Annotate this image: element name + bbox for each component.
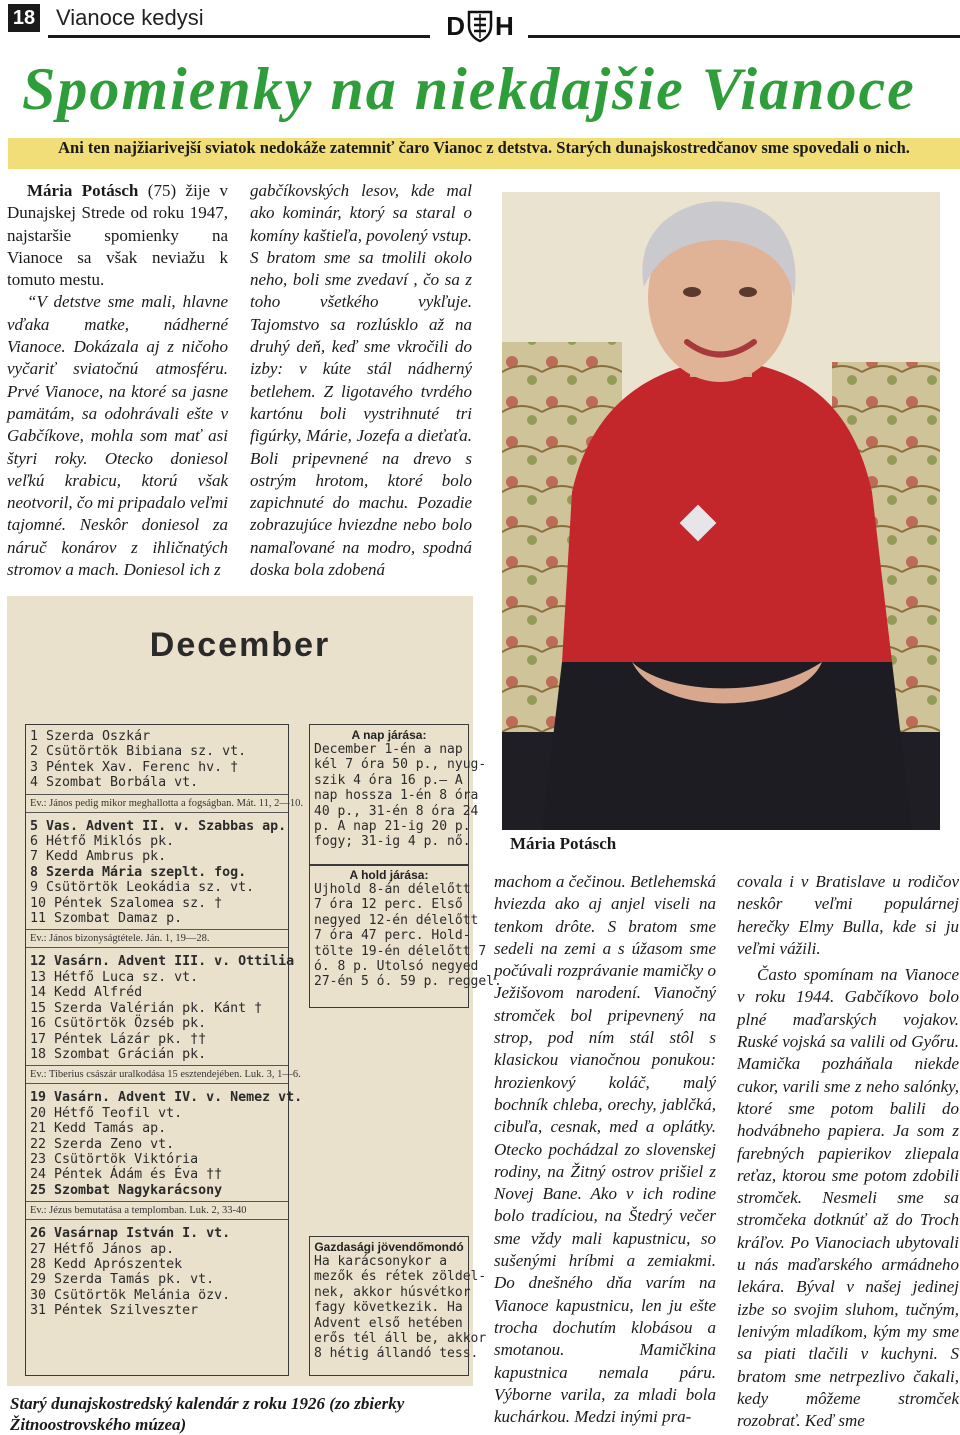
sun-box-line: fogy; 31-ig 4 p. nő. (314, 834, 471, 850)
calendar-day: 3 Péntek Xav. Ferenc hv. † (30, 759, 239, 775)
calendar-day: 6 Hétfő Miklós pk. (30, 834, 175, 850)
portrait-photo (502, 192, 940, 830)
calendar-day: 5 Vas. Advent II. v. Szabbas ap. (30, 818, 287, 834)
calendar-day: 17 Péntek Lázár pk. †† (30, 1031, 207, 1047)
logo-letter-d: D (446, 10, 465, 41)
page-number: 18 (8, 4, 40, 32)
header-rule-right (528, 35, 960, 38)
calendar-day: 31 Péntek Szilveszter (30, 1303, 199, 1319)
calendar-gospel-note: Ev.: János bizonyságtétele. Ján. 1, 19—28. (26, 929, 288, 948)
crest-icon (467, 10, 493, 42)
sun-box-line: nap hossza 1-én 8 óra (314, 788, 479, 804)
calendar-day: 20 Hétfő Teofil vt. (30, 1105, 183, 1121)
sun-box-heading: A nap járása: (351, 728, 427, 742)
calendar-scan (7, 596, 502, 1386)
forecast-box-line: nek, akkor húsvétkor (314, 1284, 471, 1300)
moon-box-heading: A hold járása: (349, 868, 429, 882)
calendar-caption: Starý dunajskostredský kalendár z roku 1926 (zo zbierky Žitnoostrovského múzea) (10, 1394, 405, 1434)
column-4-paragraph-1: covala i v Bratislave u rodičov neskôr veľmi populárnej herečky Elmy Bulla, kde si ju veľmi vážili. (737, 872, 959, 958)
moon-box-line: negyed 12-én délelőtt (314, 912, 479, 928)
forecast-box-line: fagy következik. Ha (314, 1300, 463, 1316)
moon-box-line: 7 óra 47 perc. Hold- (314, 928, 471, 944)
sun-box-line: December 1-én a nap (314, 742, 463, 757)
text-column-2 (250, 180, 472, 581)
moon-box-line: Ujhold 8-án délelőtt (314, 882, 471, 897)
calendar-week-2 (26, 819, 288, 949)
forecast-box-line: Ha karácsonykor a (314, 1254, 448, 1269)
forecast-box-line: mezők és rétek zöldel- (314, 1269, 487, 1285)
quote-paragraph: “V detstve sme mali, hlavne vďaka matke, nádherné Vianoce. Dokázala aj z ničoho vyčariť sviatočnú atmosféru. Prvé Vianoce, na ktoré sa jasne pamätám, sa odohrávali ešte v Gabčíkove, mohla som mať asi štyri roky. Otecko doniesol veľkú krabicu, ktorú však neotvoril, čo mi pripadalo veľmi tajomné. Neskôr doniesol za náruč konárov z ihličnatých stromov a mach. Doniesol ich z (7, 292, 229, 580)
calendar-day: 15 Szerda Valérián pk. Kánt † (30, 1000, 263, 1016)
forecast-box-line: Advent első hetében (314, 1315, 463, 1331)
photo-caption: Mária Potásch (510, 834, 617, 853)
forecast-box-line: erős tél áll be, akkor (314, 1331, 487, 1347)
calendar-days-box (25, 724, 304, 1376)
sun-box-line: p. A nap 21-ig 20 p. (314, 819, 471, 835)
calendar-week-4 (26, 1090, 303, 1220)
calendar-month-title: December (149, 626, 331, 664)
calendar-day: 18 Szombat Grácián pk. (30, 1046, 207, 1062)
calendar-day: 12 Vasárn. Advent III. v. Ottilia (30, 954, 295, 970)
lead-name: Mária Potásch (27, 181, 139, 200)
sun-box-line: 40 p., 31-én 8 óra 24 (314, 803, 479, 819)
calendar-day: 4 Szombat Borbála vt. (30, 775, 199, 791)
calendar-day: 8 Szerda Mária szeplt. fog. (30, 864, 247, 880)
calendar-day: 28 Kedd Aprószentek (30, 1256, 183, 1272)
calendar-sun-box (309, 724, 487, 866)
calendar-day: 22 Szerda Zeno vt. (30, 1136, 175, 1152)
logo (440, 8, 520, 44)
lead-text: (75) žije v Dunajskej Strede od roku 1947, najstaršie spomienky na Vianoce sa však neviažu k tomuto mestu. (7, 181, 228, 290)
calendar-day: 10 Péntek Szalomea sz. † (30, 895, 223, 911)
lead-paragraph (7, 180, 228, 291)
text-column-4 (737, 871, 959, 1432)
calendar-day: 14 Kedd Alfréd (30, 985, 143, 1001)
calendar-day: 2 Csütörtök Bibiana sz. vt. (30, 744, 247, 760)
section-title: Vianoce kedysi (56, 5, 204, 30)
calendar-day: 30 Csütörtök Melánia özv. (30, 1287, 231, 1303)
moon-box-line: tölte 19-én délelőtt 7 (314, 943, 487, 959)
subtitle-bar (8, 138, 960, 169)
calendar-gospel-note: Ev.: Tiberius császár uralkodása 15 esztendejében. Luk. 3, 1—6. (26, 1065, 288, 1084)
calendar-day: 21 Kedd Tamás ap. (30, 1121, 167, 1137)
moon-box-line: ó. 8 p. Utolsó negyed (314, 959, 479, 975)
calendar-day: 26 Vasárnap István I. vt. (30, 1226, 231, 1242)
calendar-moon-box (309, 864, 502, 1008)
text-column-3 (494, 871, 716, 1428)
column-3-text: machom a čečinou. Betlehemská hviezda ako aj anjel viseli na tenkom drôte. S bratom sme sedeli na zemi a s úžasom sme počúvali rozprávanie mamičky o Ježišovom narodení. Vianočný stromček bol pripevnený na strop, pod ním stál stôl s klasickou vianočnou ponukou: hrozienkový koláč, malý bochník chleba, orechy, jablčká, cibuľa, cesnak, med a oplátky. Otecko pochádzal zo slovenskej rodiny, na Žitný ostrov prišiel z Novej Bane. Ako v ich rodine bolo tradíciou, na Štedrý večer sme vždy mali kapustnicu, so sušenými hríbmi a zemiakmi. Do dnešného dňa varím na Vianoce kapustnicu, len ju ešte trocha dochutím klobásou a smotanou. Mamičkina kapustnica nemala páru. Výborne varila, za mladi bola kuchárkou. Medzi inými pra- (494, 872, 716, 1427)
calendar-gospel-note: Ev.: Jézus bemutatása a templomban. Luk. 2, 33-40 (26, 1201, 288, 1220)
calendar-gospel-note: Ev.: János pedig mikor meghallotta a fogságban. Mát. 11, 2—10. (26, 794, 288, 813)
calendar-day: 7 Kedd Ambrus pk. (30, 849, 167, 865)
forecast-box-line: 8 hétig állandó tess. (314, 1346, 479, 1362)
text-column-1 (7, 180, 228, 581)
calendar-day: 29 Szerda Tamás pk. vt. (30, 1272, 215, 1288)
calendar-week-5 (26, 1226, 288, 1318)
calendar-day: 25 Szombat Nagykarácsony (30, 1182, 223, 1198)
logo-letter-h: H (495, 10, 514, 41)
calendar-day: 24 Péntek Ádám és Éva †† (30, 1167, 223, 1183)
forecast-box-heading: Gazdasági jövendőmondó (314, 1240, 464, 1254)
moon-box-line: 27-én 5 ó. 59 p. reggel. (314, 974, 502, 990)
article-subtitle: Ani ten najžiarivejší sviatok nedokáže zatemniť čaro Vianoc z detstva. Starých dunajskostredčanov sme spovedali o nich. (58, 138, 910, 157)
calendar-day: 9 Csütörtök Leokádia sz. vt. (30, 880, 255, 896)
column-4-paragraph-2: Často spomínam na Vianoce v roku 1944. Gabčíkovo bolo plné maďarských vojakov. Ruské vojská sa valili od Győru. Mamička pozháňala niekde cukor, varili sme z neho salónky, ktoré sme potom balili do hodvábneho papiera. Ja som z farebných papierikov zliepala reťaz, ktorou sme potom zdobili stromček. Nesmeli sme sa stromčeka dotknúť až do Troch kráľov. Po Vianociach ubytovali u nás maďarského armádneho lekára. Býval v našej jedinej izbe so svojim sluhom, tučným, lenivým mladíkom, kým my sme sa piati tlačili v kuchyni. S bratom sme netrpezlivo čakali, kedy môžeme stromček rozobrať. Keď sme (737, 965, 959, 1431)
article-title: Spomienky na niekdajšie Vianoce (22, 56, 916, 122)
portrait-illustration (502, 192, 940, 830)
sun-box-line: kél 7 óra 50 p., nyug- (314, 757, 487, 773)
calendar-day: 13 Hétfő Luca sz. vt. (30, 969, 199, 985)
calendar-week-3 (26, 954, 301, 1084)
sun-box-line: szik 4 óra 16 p.— A (314, 772, 463, 788)
calendar-day: 23 Csütörtök Viktória (30, 1151, 199, 1167)
calendar-day: 19 Vasárn. Advent IV. v. Nemez vt. (30, 1090, 303, 1106)
calendar-day: 27 Hétfő János ap. (30, 1241, 175, 1257)
calendar-day: 11 Szombat Damaz p. (30, 911, 183, 927)
header-rule-left (48, 35, 430, 38)
column-2-text: gabčíkovských lesov, kde mal ako kominár, ktorý sa staral o komíny kaštieľa, povolený vstup. S bratom sme sa tmolili okolo neho, boli sme zvedaví , čo sa z toho všetkého vykľuje. Tajomstvo sa rozlúsklo až na druhý deň, keď sme vkročili do izby: v kúte stál nádherný betlehem. Z ligotavého tvrdého kartónu boli vystrihnuté tri figúrky, Márie, Jozefa a dieťaťa. Boli pripevnené na drevo s ostrým hrotom, ktoré bolo zapichnuté do machu. Pozadie zobrazujúce hviezdne nebo bolo namaľované na modro, spodná doska bola zdobená (250, 181, 472, 580)
calendar-day: 16 Csütörtök Özséb pk. (30, 1016, 207, 1032)
calendar-day: 1 Szerda Oszkár (30, 729, 151, 744)
moon-box-line: 7 óra 12 perc. Első (314, 897, 463, 913)
calendar-week-1 (26, 725, 304, 813)
calendar-forecast-box (309, 1236, 487, 1376)
